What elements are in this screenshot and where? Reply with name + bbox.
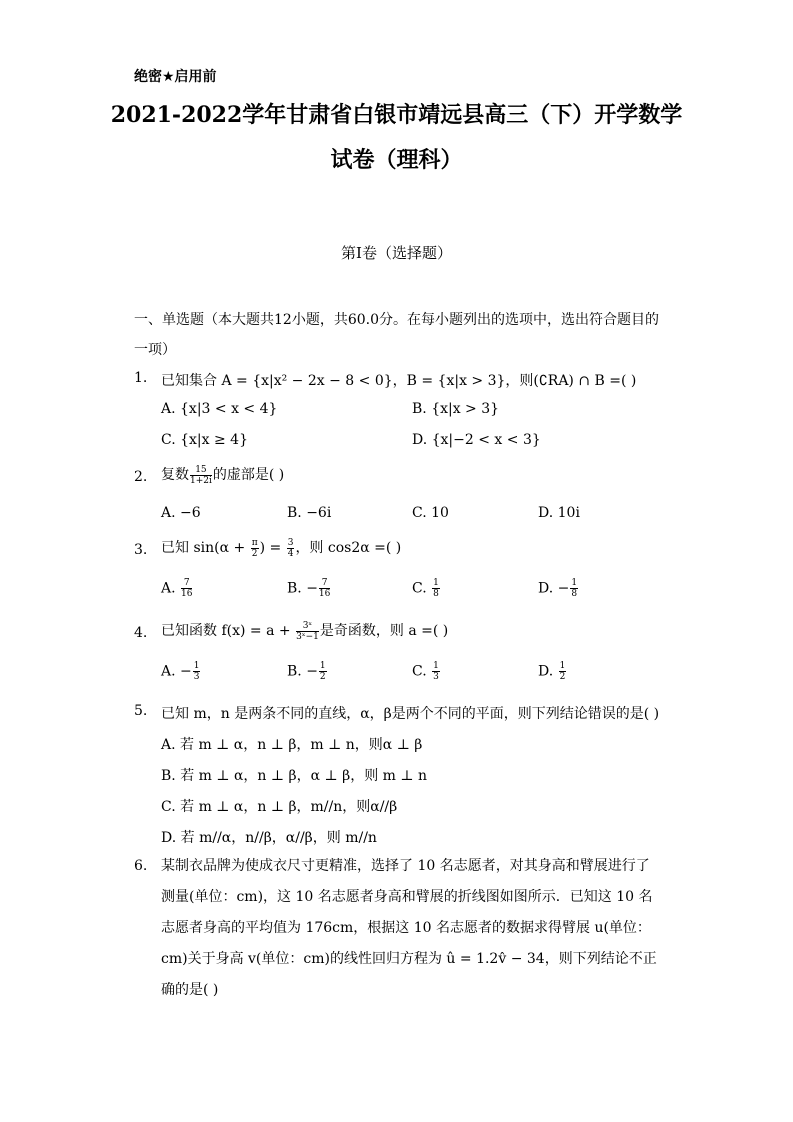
option-c: C. {x|x ≥ 4} bbox=[161, 432, 248, 448]
fraction: $\frac{3}{4}$ bbox=[287, 537, 294, 559]
option-b: B. − $\frac{1}{2}$ bbox=[287, 661, 326, 682]
question-number: 6. bbox=[134, 858, 148, 874]
option-c: C. $\frac{1}{8}$ bbox=[412, 578, 439, 599]
question-number: 5. bbox=[134, 703, 148, 719]
option-b: B. −6i bbox=[287, 505, 332, 521]
option-a: A. 若 m ⊥ α，n ⊥ β，m ⊥ n，则α ⊥ β bbox=[161, 737, 423, 753]
option-b: B. 若 m ⊥ α，n ⊥ β，α ⊥ β，则 m ⊥ n bbox=[161, 768, 428, 784]
option-c: C. $\frac{1}{3}$ bbox=[412, 661, 439, 682]
option-b: B. − $\frac{7}{16}$ bbox=[287, 578, 331, 599]
section-intro: 一、单选题（本大题共12小题，共60.0分。在每小题列出的选项中，选出符合题目的一项） bbox=[134, 312, 659, 358]
question-number: 1. bbox=[134, 370, 148, 386]
option-a: A. $\frac{7}{16}$ bbox=[161, 578, 193, 599]
question-number: 2. bbox=[134, 469, 148, 485]
option-a: A. {x|3 < x < 4} bbox=[161, 401, 278, 417]
option-a: A. − $\frac{1}{3}$ bbox=[161, 661, 200, 682]
fraction: $\frac{15}{1+2i}$ bbox=[190, 464, 212, 486]
question-text: 已知集合 A = {x|x² − 2x − 8 < 0}，B = {x|x > 3}，则(∁RA) ∩ B =( ) bbox=[161, 373, 637, 389]
fraction: $\frac{\text{3ˣ}}{\text{3ˣ−1}}$ bbox=[296, 620, 319, 642]
option-d: D. 10i bbox=[538, 505, 580, 521]
option-a: A. −6 bbox=[161, 505, 201, 521]
question-number: 4. bbox=[134, 625, 148, 641]
question-text: 已知 sin(α + $\frac{\pi}{2}$ ) = $\frac{3}{4}$ ，则 cos2α =( ) bbox=[161, 537, 402, 559]
option-d: D. $\frac{1}{2}$ bbox=[538, 661, 566, 682]
question-number: 3. bbox=[134, 542, 148, 558]
question-text: 已知 m，n 是两条不同的直线，α，β是两个不同的平面，则下列结论错误的是( ) bbox=[161, 706, 660, 722]
option-c: C. 若 m ⊥ α，n ⊥ β，m//n，则α//β bbox=[161, 799, 398, 815]
question-text: 某制衣品牌为使成衣尺寸更精准，选择了 10 名志愿者，对其身高和臂展进行了测量(单位：cm)，这 10 名志愿者身高和臂展的折线图如图所示．已知这 10 名志愿者身高的平均值为 176cm，根据这 10 名志愿者的数据求得臂展 u(单位：cm)关于身高 v(单位：cm)的线性回归方程为 û = 1.2v̂ − 34，则下列结论不正确的是( ) bbox=[161, 858, 657, 998]
question-text: 复数 $\frac{15}{1+2i}$ 的虚部是( ) bbox=[161, 464, 285, 486]
option-c: C. 10 bbox=[412, 505, 449, 521]
option-b: B. {x|x > 3} bbox=[412, 401, 500, 417]
fraction: $\frac{\pi}{2}$ bbox=[251, 537, 258, 559]
part-heading: 第I卷（选择题） bbox=[341, 244, 452, 262]
option-d: D. 若 m//α，n//β，α//β，则 m//n bbox=[161, 830, 377, 846]
confidential-label: 绝密★启用前 bbox=[134, 69, 217, 85]
option-d: D. {x|−2 < x < 3} bbox=[412, 432, 541, 448]
option-d: D. − $\frac{1}{8}$ bbox=[538, 578, 578, 599]
exam-title-line1: 2021-2022学年甘肃省白银市靖远县高三（下）开学数学 bbox=[110, 102, 683, 128]
exam-title-line2: 试卷（理科） bbox=[330, 147, 463, 173]
question-text: 已知函数 f(x) = a + $\frac{\text{3ˣ}}{\text{3ˣ−1}}$ 是奇函数，则 a =( ) bbox=[161, 620, 449, 642]
